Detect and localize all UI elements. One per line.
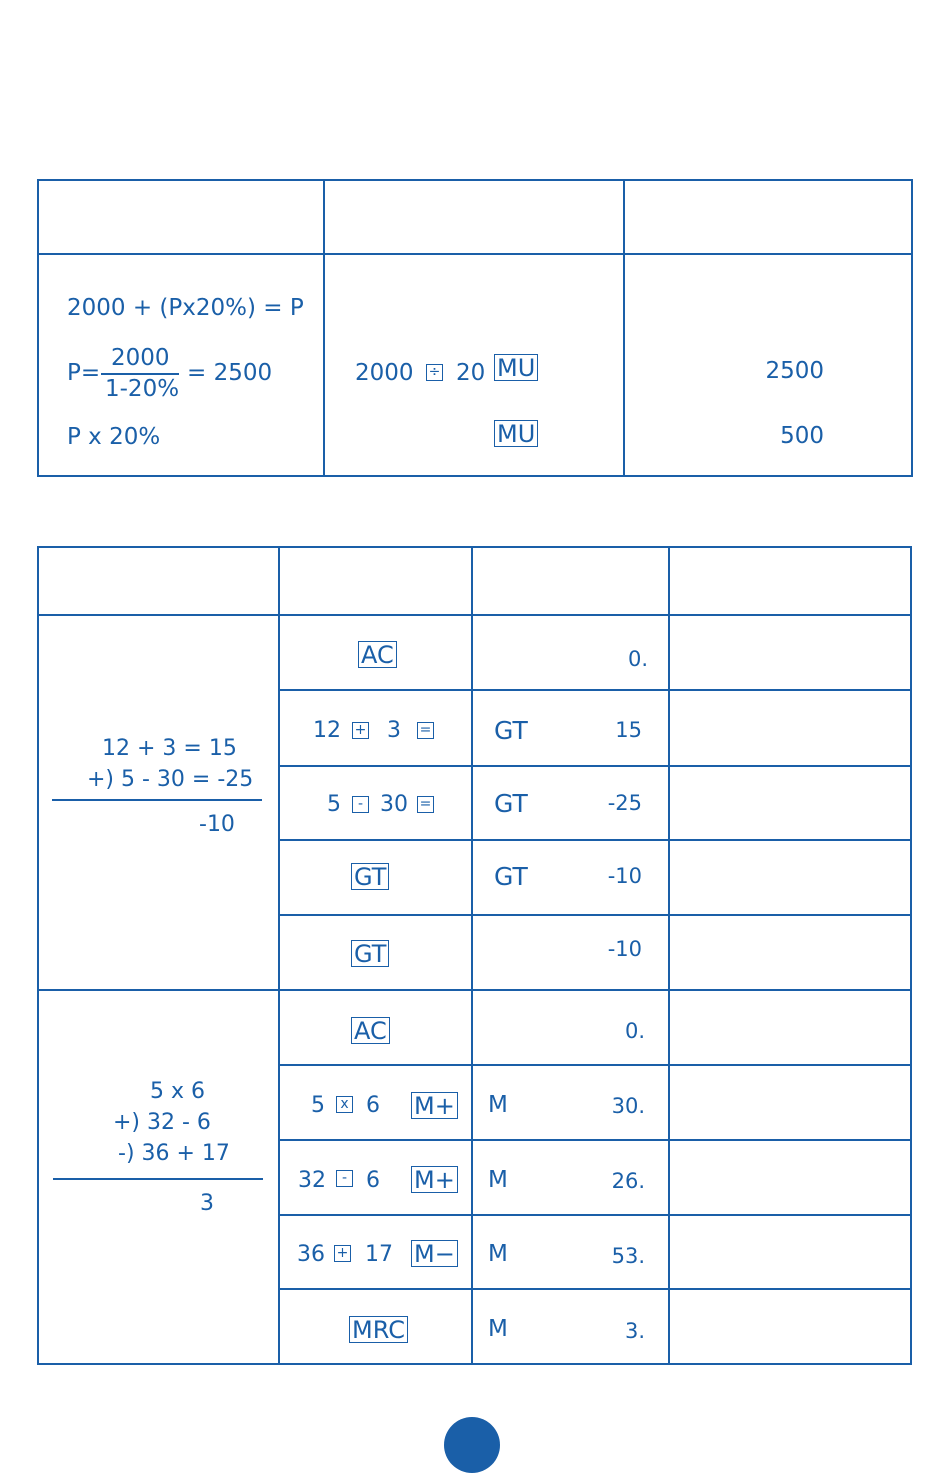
gt-indicator: GT xyxy=(494,789,528,818)
display-value: -25 xyxy=(607,791,642,815)
gt-indicator: GT xyxy=(494,862,528,891)
minus-key-icon: - xyxy=(352,796,369,813)
table-1-bottom-border xyxy=(37,475,913,477)
table-1-top-border xyxy=(37,179,913,181)
display-value: 53. xyxy=(611,1244,645,1268)
row-divider xyxy=(278,1139,912,1141)
formula-line-1: 2000 + (Px20%) = P xyxy=(67,295,304,321)
display-value: 15 xyxy=(615,718,642,742)
g1-line-1: 12 + 3 = 15 xyxy=(102,736,237,761)
mrc-key[interactable]: MRC xyxy=(349,1316,408,1343)
operand-2000: 2000 xyxy=(355,360,414,386)
memory-indicator: M xyxy=(488,1092,508,1118)
memory-indicator: M xyxy=(488,1167,508,1193)
formula-result: = 2500 xyxy=(187,360,273,386)
table-2-col-divider-1 xyxy=(278,546,280,1365)
operand: 6 xyxy=(366,1093,380,1118)
operand: 6 xyxy=(366,1168,380,1193)
formula-p-prefix: P= xyxy=(67,360,101,386)
formula-numerator: 2000 xyxy=(111,345,170,371)
multiply-key-icon: x xyxy=(336,1096,353,1113)
operand: 5 xyxy=(327,792,341,817)
row-divider xyxy=(278,1064,912,1066)
operand: 3 xyxy=(387,718,401,743)
gt-key[interactable]: GT xyxy=(351,863,389,890)
table-2-col-divider-3 xyxy=(668,546,670,1365)
display-value: -10 xyxy=(607,864,642,888)
g1-sum-rule xyxy=(52,799,262,801)
formula-line-3: P x 20% xyxy=(67,424,161,450)
divide-key-icon: ÷ xyxy=(426,364,443,381)
mu-key[interactable]: MU xyxy=(494,354,538,381)
display-2500: 2500 xyxy=(765,358,824,384)
row-divider xyxy=(278,765,912,767)
group-divider xyxy=(37,989,912,991)
table-2-left-border xyxy=(37,546,39,1365)
operand: 30 xyxy=(380,792,408,817)
plus-key-icon: + xyxy=(352,722,369,739)
g1-line-2: +) 5 - 30 = -25 xyxy=(87,767,254,792)
minus-key-icon: - xyxy=(336,1170,353,1187)
table-1-col-divider-2 xyxy=(623,179,625,477)
table-1-right-border xyxy=(911,179,913,477)
display-value: 30. xyxy=(611,1094,645,1118)
display-value: 0. xyxy=(627,647,648,671)
equals-key-icon: = xyxy=(417,722,434,739)
row-divider xyxy=(278,1288,912,1290)
row-divider xyxy=(278,914,912,916)
page-marker-dot xyxy=(444,1417,500,1473)
gt-key[interactable]: GT xyxy=(351,940,389,967)
formula-denominator: 1-20% xyxy=(105,376,180,402)
table-1-left-border xyxy=(37,179,39,477)
g2-line-2: +) 32 - 6 xyxy=(113,1110,211,1135)
m-plus-key[interactable]: M+ xyxy=(411,1092,458,1119)
operand: 12 xyxy=(313,718,341,743)
table-2-right-border xyxy=(910,546,912,1365)
display-value: 26. xyxy=(611,1169,645,1193)
table-2-top-border xyxy=(37,546,912,548)
row-divider xyxy=(278,1214,912,1216)
operand: 17 xyxy=(365,1242,393,1267)
ac-key[interactable]: AC xyxy=(358,641,397,668)
memory-indicator: M xyxy=(488,1241,508,1267)
row-divider xyxy=(278,839,912,841)
display-500: 500 xyxy=(780,423,824,449)
table-2-header-divider xyxy=(37,614,912,616)
operand: 32 xyxy=(298,1168,326,1193)
plus-key-icon: + xyxy=(334,1245,351,1262)
memory-indicator: M xyxy=(488,1316,508,1342)
display-value: -10 xyxy=(607,937,642,961)
g2-line-3: -) 36 + 17 xyxy=(118,1141,230,1166)
table-2-col-divider-2 xyxy=(471,546,473,1365)
operand: 5 xyxy=(311,1093,325,1118)
row-divider xyxy=(278,689,912,691)
operand: 36 xyxy=(297,1242,325,1267)
m-minus-key[interactable]: M− xyxy=(411,1240,458,1267)
g2-line-1: 5 x 6 xyxy=(150,1079,205,1104)
equals-key-icon: = xyxy=(417,796,434,813)
table-1-header-divider xyxy=(37,253,913,255)
ac-key[interactable]: AC xyxy=(351,1017,390,1044)
g2-total: 3 xyxy=(200,1191,214,1216)
fraction-bar xyxy=(101,373,179,375)
table-1-col-divider-1 xyxy=(323,179,325,477)
mu-key-2[interactable]: MU xyxy=(494,420,538,447)
table-2-bottom-border xyxy=(37,1363,912,1365)
display-value: 0. xyxy=(624,1019,645,1043)
m-plus-key[interactable]: M+ xyxy=(411,1166,458,1193)
display-value: 3. xyxy=(624,1319,645,1343)
operand-20: 20 xyxy=(456,360,486,386)
gt-indicator: GT xyxy=(494,716,528,745)
g1-total: -10 xyxy=(199,812,235,837)
g2-sum-rule xyxy=(53,1178,263,1180)
